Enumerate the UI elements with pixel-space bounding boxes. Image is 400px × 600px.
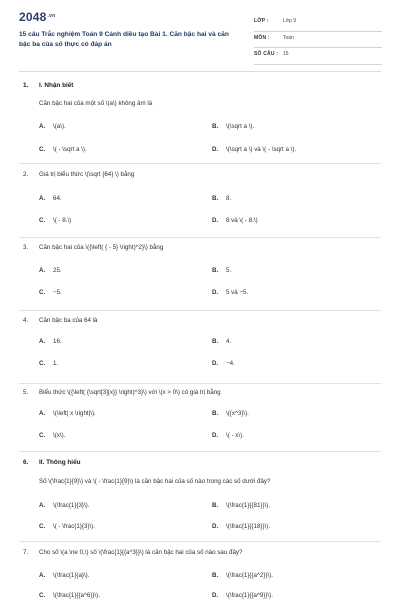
meta-value: 15 [283,51,289,57]
option-letter: C. [39,289,46,296]
option-c[interactable] [39,217,71,224]
option-letter: C. [39,432,46,439]
section-title: I. Nhận biết [39,82,74,89]
option-c[interactable] [39,146,87,153]
meta-value: Lớp 9 [283,18,297,24]
question-4 [19,317,381,384]
option-letter: D. [212,146,219,153]
question-number: 1. [23,82,29,89]
option-text: \(\sqrt a \) và \( - \sqrt a \). [226,146,297,153]
question-7 [19,549,381,599]
option-a[interactable] [39,572,89,579]
header-divider [19,71,381,72]
option-letter: B. [212,502,219,509]
option-b[interactable] [212,123,254,130]
option-a[interactable] [39,502,89,509]
question-line [23,317,97,324]
meta-info [254,15,382,65]
meta-value: Toán [283,34,294,41]
question-number: 4. [23,317,29,324]
option-b[interactable] [212,410,249,417]
option-a[interactable] [39,338,62,345]
question-3 [19,244,381,311]
question-number: 6. [23,459,29,466]
option-text: 5. [226,267,232,274]
option-a[interactable] [39,123,66,130]
question-2 [19,171,381,238]
option-letter: C. [39,146,46,153]
question-text: Biểu thức \({\left( {\sqrt[3]{x}} \right)^3}\) với \(x > 0\) có giá trị bằng [39,389,221,396]
meta-row-subject [254,32,382,49]
option-text: −5. [53,289,62,296]
option-d[interactable] [212,217,258,224]
question-text: Căn bậc hai của một số \(a\) không âm là [39,100,153,107]
option-letter: C. [39,523,46,530]
option-text: \(x\). [53,432,66,439]
option-text: \(\frac{1}{{a^2}}\). [226,572,273,579]
option-text: 8. [226,195,232,202]
option-c[interactable] [39,523,95,530]
option-text: −4. [226,360,235,367]
option-text: 1. [53,360,59,367]
option-letter: C. [39,360,46,367]
option-text: \(\frac{1}{3}\). [53,502,90,509]
option-letter: D. [212,592,219,599]
question-text: Căn bậc hai của \({\left( { - 5} \right)^2}\) bằng [39,244,164,251]
option-text: \( - \frac{1}{3}\). [53,523,95,530]
meta-label: SỐ CÂU : [254,51,279,57]
option-letter: A. [39,195,46,202]
option-d[interactable] [212,360,235,367]
option-letter: A. [39,572,46,579]
option-text: \(a\). [53,123,66,130]
option-d[interactable] [212,432,244,439]
option-text: \({x^3}\). [226,410,249,417]
option-letter: B. [212,410,219,417]
meta-label: LỚP : [254,18,269,24]
option-text: \( - x\). [226,432,244,439]
option-text: 64. [53,195,62,202]
option-text: 25. [53,267,62,274]
section-title: II. Thông hiểu [39,459,81,466]
option-text: \(\frac{1}{{18}}\). [226,523,271,530]
option-text: \(\left| x \right|\). [53,410,96,417]
meta-row-class [254,15,382,32]
question-5 [19,389,381,452]
option-text: \(\frac{1}{{a^6}}\). [53,592,100,599]
option-text: 5 và −5. [226,289,249,296]
option-d[interactable] [212,523,270,530]
option-b[interactable] [212,338,231,345]
option-a[interactable] [39,410,96,417]
option-letter: A. [39,502,46,509]
option-letter: B. [212,123,219,130]
option-text: 16. [53,338,62,345]
option-d[interactable] [212,592,273,599]
question-number: 2. [23,171,29,178]
option-letter: B. [212,572,219,579]
option-text: 8 và \( - 8.\) [226,217,258,224]
option-text: \(\frac{1}{{a^9}}\). [226,592,273,599]
site-logo[interactable] [19,10,55,24]
option-b[interactable] [212,195,231,202]
option-b[interactable] [212,572,273,579]
question-line [23,171,134,178]
question-heading [23,82,73,89]
option-letter: A. [39,410,46,417]
meta-row-count [254,48,382,65]
option-letter: A. [39,267,46,274]
option-c[interactable] [39,289,62,296]
question-line [23,549,242,556]
question-number: 3. [23,244,29,251]
question-number: 7. [23,549,29,556]
option-letter: D. [212,432,219,439]
option-letter: D. [212,289,219,296]
meta-label: MÔN : [254,34,270,41]
logo-main: 2048 [19,10,47,24]
option-letter: C. [39,217,46,224]
option-b[interactable] [212,267,231,274]
option-text: \( - \sqrt a \). [53,146,87,153]
question-1 [19,82,381,164]
question-number: 5. [23,389,29,396]
option-text: \(\sqrt a \). [226,123,255,130]
question-heading [23,459,81,466]
option-text: \(\frac{1}{a}\). [53,572,90,579]
option-letter: D. [212,523,219,530]
option-c[interactable] [39,432,65,439]
option-d[interactable] [212,146,296,153]
option-d[interactable] [212,289,248,296]
option-letter: A. [39,338,46,345]
option-a[interactable] [39,267,62,274]
option-letter: D. [212,217,219,224]
question-text: Cho số \(a \ne 0,\) số \(\frac{1}{{a^3}}\) là căn bậc hai của số nào sau đây? [39,549,243,556]
question-line [23,389,221,396]
option-letter: B. [212,195,219,202]
logo-suffix: .vn [47,13,56,19]
question-text: Số \(\frac{1}{9}\) và \( - \frac{1}{9}\) là căn bậc hai của số nào trong các số dưới đây? [39,478,271,485]
option-b[interactable] [212,502,270,509]
option-text: \(\frac{1}{{81}}\). [226,502,271,509]
option-c[interactable] [39,360,58,367]
option-a[interactable] [39,195,62,202]
option-letter: D. [212,360,219,367]
option-letter: C. [39,592,46,599]
question-text: Căn bậc ba của 64 là [39,317,98,324]
option-letter: A. [39,123,46,130]
question-6 [19,459,381,542]
option-letter: B. [212,338,219,345]
page-title: 15 câu Trắc nghiệm Toán 9 Cánh diều tạo Bài 1. Căn bậc hai và căn bậc ba của số thực có đáp án [19,31,229,48]
option-letter: B. [212,267,219,274]
question-line [23,244,163,251]
option-text: \( - 8.\) [53,217,72,224]
question-text: Giá trị biểu thức \(\sqrt {64} \) bằng [39,171,135,178]
option-c[interactable] [39,592,100,599]
option-text: 4. [226,338,232,345]
